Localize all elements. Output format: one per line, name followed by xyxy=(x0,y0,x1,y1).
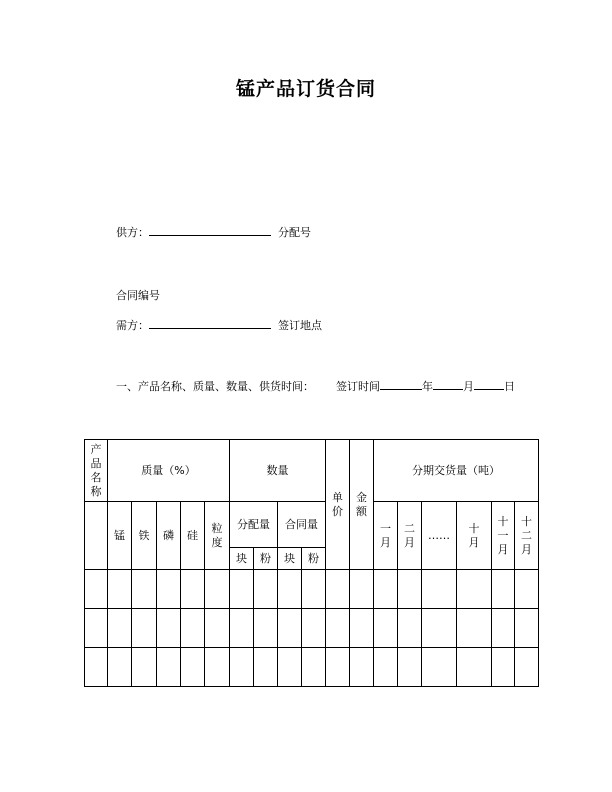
table-cell[interactable] xyxy=(205,648,230,687)
table-cell[interactable] xyxy=(374,609,398,648)
header-feb: 二月 xyxy=(398,502,422,570)
table-cell[interactable] xyxy=(157,609,181,648)
day-label: 日 xyxy=(504,380,515,393)
month-label: 月 xyxy=(463,380,474,393)
contract-no-label: 合同编号 xyxy=(116,289,160,302)
table-cell[interactable] xyxy=(492,648,515,687)
supplier-blank[interactable] xyxy=(149,224,271,236)
table-cell[interactable] xyxy=(85,648,108,687)
table-cell[interactable] xyxy=(374,648,398,687)
table-cell[interactable] xyxy=(85,609,108,648)
table-cell[interactable] xyxy=(230,609,254,648)
table-cell[interactable] xyxy=(302,570,326,609)
table-cell[interactable] xyxy=(326,570,350,609)
table-cell[interactable] xyxy=(492,570,515,609)
supplier-label: 供方： xyxy=(116,226,149,239)
table-row xyxy=(85,648,539,687)
header-contract-lump: 块 xyxy=(278,548,302,570)
table-cell[interactable] xyxy=(132,570,157,609)
header-row-1 xyxy=(85,440,539,502)
header-installments: 分期交货量（吨） xyxy=(374,440,539,502)
section1-heading: 一、产品名称、质量、数量、供货时间： xyxy=(116,380,314,393)
table-cell[interactable] xyxy=(515,648,539,687)
table-cell[interactable] xyxy=(181,648,205,687)
header-dec: 十二月 xyxy=(515,502,539,570)
header-row-2 xyxy=(85,502,539,548)
header-contract-powder: 粉 xyxy=(302,548,326,570)
table-row xyxy=(85,609,539,648)
year-blank[interactable] xyxy=(380,378,422,390)
table-cell[interactable] xyxy=(85,570,108,609)
month-blank[interactable] xyxy=(433,378,463,390)
table-cell[interactable] xyxy=(278,570,302,609)
table-cell[interactable] xyxy=(302,648,326,687)
table-cell[interactable] xyxy=(254,570,278,609)
buyer-line xyxy=(116,317,322,333)
supplier-line xyxy=(116,224,311,240)
table-cell[interactable] xyxy=(422,609,457,648)
table-cell[interactable] xyxy=(254,648,278,687)
table-cell[interactable] xyxy=(132,609,157,648)
header-mn: 锰 xyxy=(108,502,132,570)
table-cell[interactable] xyxy=(457,648,492,687)
table-cell[interactable] xyxy=(350,609,374,648)
header-product-name: 产品名称 xyxy=(85,440,108,502)
sign-place-label: 签订地点 xyxy=(278,319,322,332)
table-cell[interactable] xyxy=(181,609,205,648)
document-title: 锰产品订货合同 xyxy=(235,78,376,100)
order-table xyxy=(84,439,539,687)
table-cell[interactable] xyxy=(515,609,539,648)
allocation-label: 分配号 xyxy=(278,226,311,239)
table-cell[interactable] xyxy=(230,648,254,687)
table-cell[interactable] xyxy=(230,570,254,609)
header-unit-price: 单价 xyxy=(326,440,350,570)
table-cell[interactable] xyxy=(515,570,539,609)
header-nov: 十一月 xyxy=(492,502,515,570)
header-product-name-sub xyxy=(85,502,108,570)
table-cell[interactable] xyxy=(108,570,132,609)
table-cell[interactable] xyxy=(181,570,205,609)
table-cell[interactable] xyxy=(302,609,326,648)
header-allocated-powder: 粉 xyxy=(254,548,278,570)
table-cell[interactable] xyxy=(398,570,422,609)
header-allocated-qty: 分配量 xyxy=(230,502,278,548)
table-cell[interactable] xyxy=(132,648,157,687)
day-blank[interactable] xyxy=(474,378,504,390)
header-contract-qty: 合同量 xyxy=(278,502,326,548)
table-cell[interactable] xyxy=(205,609,230,648)
header-ellipsis: …… xyxy=(422,502,457,570)
table-cell[interactable] xyxy=(278,648,302,687)
contract-no-line xyxy=(116,287,160,303)
year-label: 年 xyxy=(422,380,433,393)
table-cell[interactable] xyxy=(492,609,515,648)
table-cell[interactable] xyxy=(374,570,398,609)
table-cell[interactable] xyxy=(422,570,457,609)
table-cell[interactable] xyxy=(278,609,302,648)
table-cell[interactable] xyxy=(205,570,230,609)
header-oct: 十月 xyxy=(457,502,492,570)
header-jan: 一月 xyxy=(374,502,398,570)
section1-line xyxy=(116,378,515,394)
table-cell[interactable] xyxy=(350,570,374,609)
header-p: 磷 xyxy=(157,502,181,570)
header-quality: 质量（%） xyxy=(108,440,230,502)
header-allocated-lump: 块 xyxy=(230,548,254,570)
table-cell[interactable] xyxy=(326,648,350,687)
table-cell[interactable] xyxy=(326,609,350,648)
header-si: 硅 xyxy=(181,502,205,570)
table-cell[interactable] xyxy=(457,609,492,648)
table-cell[interactable] xyxy=(108,609,132,648)
table-cell[interactable] xyxy=(157,570,181,609)
header-quantity: 数量 xyxy=(230,440,326,502)
table-cell[interactable] xyxy=(398,648,422,687)
header-grain-size: 粒度 xyxy=(205,502,230,570)
sign-time-label: 签订时间 xyxy=(336,380,380,393)
table-cell[interactable] xyxy=(157,648,181,687)
header-amount: 金额 xyxy=(350,440,374,570)
header-fe: 铁 xyxy=(132,502,157,570)
table-cell[interactable] xyxy=(350,648,374,687)
table-cell[interactable] xyxy=(254,609,278,648)
table-cell[interactable] xyxy=(457,570,492,609)
buyer-label: 需方： xyxy=(116,319,149,332)
buyer-blank[interactable] xyxy=(149,317,271,329)
table-cell[interactable] xyxy=(108,648,132,687)
table-cell[interactable] xyxy=(398,609,422,648)
table-row xyxy=(85,570,539,609)
table-cell[interactable] xyxy=(422,648,457,687)
